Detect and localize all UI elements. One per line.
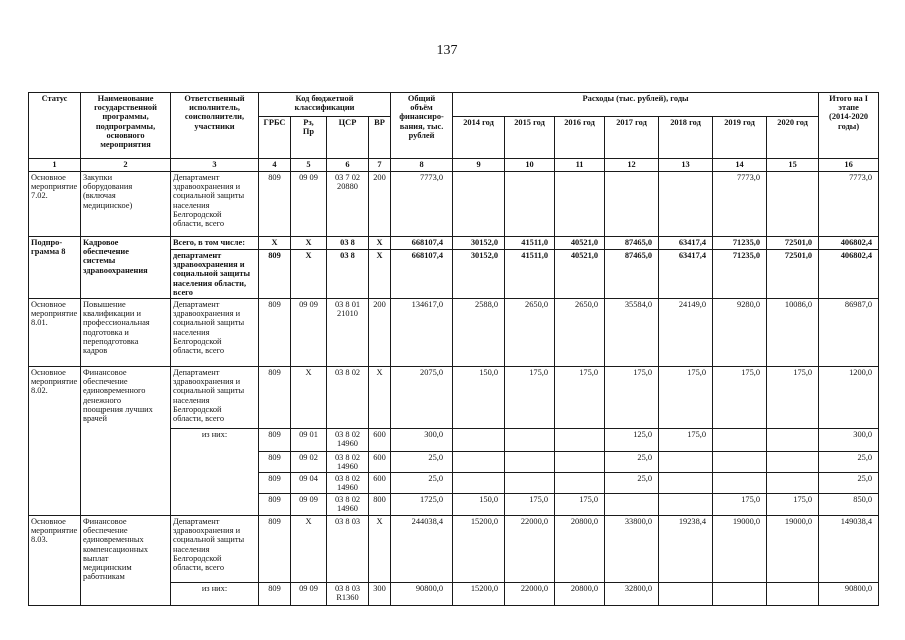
stage-total-cell: 406802,4	[819, 250, 879, 299]
column-number: 11	[555, 159, 605, 172]
column-number: 1	[29, 159, 81, 172]
program-name-cell: Финансовое обеспечение единовременного денежного поощрения лучших врачей	[81, 367, 171, 516]
executor-cell: Департамент здравоохранения и социальной защиты населения Белгородской области, всего	[171, 367, 259, 429]
grbs-cell: 809	[259, 299, 291, 367]
year-2018-cell	[659, 494, 713, 516]
year-2014-cell: 150,0	[453, 367, 505, 429]
year-2017-cell	[605, 494, 659, 516]
year-2017-cell: 87465,0	[605, 250, 659, 299]
vr-cell: 200	[369, 299, 391, 367]
year-2020-cell: 72501,0	[767, 237, 819, 250]
vr-cell: Х	[369, 250, 391, 299]
header-vr: ВР	[369, 117, 391, 159]
year-2016-cell	[555, 473, 605, 494]
total-funding-cell: 7773,0	[391, 172, 453, 237]
column-number: 3	[171, 159, 259, 172]
column-number: 7	[369, 159, 391, 172]
rz-pr-cell: 09 09	[291, 299, 327, 367]
vr-cell: 800	[369, 494, 391, 516]
header-expenses: Расходы (тыс. рублей), годы	[453, 93, 819, 117]
year-2018-cell: 175,0	[659, 367, 713, 429]
budget-table	[28, 92, 879, 606]
header-year-2018: 2018 год	[659, 117, 713, 159]
grbs-cell: 809	[259, 452, 291, 473]
total-funding-cell: 244038,4	[391, 516, 453, 583]
header-row	[29, 93, 879, 117]
rz-pr-cell: 09 01	[291, 429, 327, 452]
year-2020-cell: 10086,0	[767, 299, 819, 367]
year-2018-cell	[659, 583, 713, 606]
year-2019-cell: 9280,0	[713, 299, 767, 367]
year-2015-cell: 2650,0	[505, 299, 555, 367]
header-year-2020: 2020 год	[767, 117, 819, 159]
header-year-2014: 2014 год	[453, 117, 505, 159]
header-stage-total: Итого на I этапе (2014-2020 годы)	[819, 93, 879, 159]
year-2016-cell: 2650,0	[555, 299, 605, 367]
year-2014-cell	[453, 473, 505, 494]
year-2015-cell: 22000,0	[505, 583, 555, 606]
header-year-2017: 2017 год	[605, 117, 659, 159]
year-2014-cell: 150,0	[453, 494, 505, 516]
year-2015-cell	[505, 452, 555, 473]
stage-total-cell: 7773,0	[819, 172, 879, 237]
stage-total-cell: 86987,0	[819, 299, 879, 367]
year-2018-cell	[659, 473, 713, 494]
year-2018-cell: 19238,4	[659, 516, 713, 583]
grbs-cell: 809	[259, 429, 291, 452]
vr-cell: Х	[369, 237, 391, 250]
year-2020-cell: 72501,0	[767, 250, 819, 299]
year-2020-cell	[767, 583, 819, 606]
year-2015-cell	[505, 429, 555, 452]
executor-cell: из них:	[171, 583, 259, 606]
year-2015-cell: 41511,0	[505, 250, 555, 299]
total-funding-cell: 90800,0	[391, 583, 453, 606]
year-2017-cell: 25,0	[605, 473, 659, 494]
total-funding-cell: 300,0	[391, 429, 453, 452]
header-rz-pr: Рз, Пр	[291, 117, 327, 159]
total-funding-cell: 668107,4	[391, 237, 453, 250]
executor-cell: Департамент здравоохранения и социальной защиты населения Белгородской области, всего	[171, 299, 259, 367]
year-2019-cell: 71235,0	[713, 237, 767, 250]
status-cell: Основное мероприятие 8.01.	[29, 299, 81, 367]
stage-total-cell: 1200,0	[819, 367, 879, 429]
grbs-cell: 809	[259, 172, 291, 237]
year-2019-cell: 71235,0	[713, 250, 767, 299]
rz-pr-cell: Х	[291, 516, 327, 583]
csr-cell: 03 8 02 14960	[327, 494, 369, 516]
table-row	[29, 299, 879, 367]
header-year-2019: 2019 год	[713, 117, 767, 159]
column-number: 4	[259, 159, 291, 172]
csr-cell: 03 8 02 14960	[327, 429, 369, 452]
year-2015-cell: 22000,0	[505, 516, 555, 583]
rz-pr-cell: 09 09	[291, 172, 327, 237]
column-number: 2	[81, 159, 171, 172]
year-2014-cell: 2588,0	[453, 299, 505, 367]
header-program-name: Наименование государственной программы, подпрограммы, основного мероприятия	[81, 93, 171, 159]
csr-cell: 03 8 02	[327, 367, 369, 429]
csr-cell: 03 8	[327, 237, 369, 250]
year-2019-cell	[713, 452, 767, 473]
table-row	[29, 516, 879, 583]
column-number: 9	[453, 159, 505, 172]
column-number-row	[29, 159, 879, 172]
year-2016-cell: 175,0	[555, 367, 605, 429]
year-2014-cell: 15200,0	[453, 583, 505, 606]
year-2020-cell	[767, 172, 819, 237]
csr-cell: 03 8 02 14960	[327, 452, 369, 473]
header-csr: ЦСР	[327, 117, 369, 159]
year-2019-cell	[713, 583, 767, 606]
rz-pr-cell: Х	[291, 367, 327, 429]
header-budget-code: Код бюджетной классификации	[259, 93, 391, 117]
year-2018-cell	[659, 172, 713, 237]
stage-total-cell: 300,0	[819, 429, 879, 452]
year-2019-cell: 175,0	[713, 494, 767, 516]
program-name-cell: Закупки оборудования (включая медицинское)	[81, 172, 171, 237]
year-2014-cell: 30152,0	[453, 237, 505, 250]
stage-total-cell: 25,0	[819, 452, 879, 473]
year-2015-cell	[505, 172, 555, 237]
year-2014-cell: 30152,0	[453, 250, 505, 299]
vr-cell: 300	[369, 583, 391, 606]
csr-cell: 03 8	[327, 250, 369, 299]
year-2018-cell: 63417,4	[659, 250, 713, 299]
csr-cell: 03 8 03	[327, 516, 369, 583]
grbs-cell: 809	[259, 367, 291, 429]
header-total-funding: Общий объём финансиро- вания, тыс. рублей	[391, 93, 453, 159]
stage-total-cell: 149038,4	[819, 516, 879, 583]
year-2016-cell: 175,0	[555, 494, 605, 516]
year-2015-cell: 175,0	[505, 494, 555, 516]
year-2016-cell: 40521,0	[555, 237, 605, 250]
rz-pr-cell: 09 02	[291, 452, 327, 473]
executor-cell: Департамент здравоохранения и социальной защиты населения Белгородской области, всего	[171, 516, 259, 583]
column-number: 5	[291, 159, 327, 172]
year-2019-cell: 175,0	[713, 367, 767, 429]
year-2020-cell	[767, 452, 819, 473]
total-funding-cell: 25,0	[391, 473, 453, 494]
vr-cell: 600	[369, 473, 391, 494]
stage-total-cell: 90800,0	[819, 583, 879, 606]
vr-cell: 600	[369, 452, 391, 473]
vr-cell: 200	[369, 172, 391, 237]
year-2017-cell	[605, 172, 659, 237]
vr-cell: Х	[369, 367, 391, 429]
year-2017-cell: 25,0	[605, 452, 659, 473]
stage-total-cell: 25,0	[819, 473, 879, 494]
year-2019-cell	[713, 473, 767, 494]
year-2020-cell: 175,0	[767, 367, 819, 429]
executor-cell: Департамент здравоохранения и социальной защиты населения Белгородской области, всего	[171, 172, 259, 237]
grbs-cell: 809	[259, 516, 291, 583]
column-number: 10	[505, 159, 555, 172]
grbs-cell: Х	[259, 237, 291, 250]
year-2019-cell: 7773,0	[713, 172, 767, 237]
stage-total-cell: 850,0	[819, 494, 879, 516]
csr-cell: 03 7 02 20880	[327, 172, 369, 237]
year-2017-cell: 175,0	[605, 367, 659, 429]
year-2018-cell: 63417,4	[659, 237, 713, 250]
year-2018-cell: 24149,0	[659, 299, 713, 367]
csr-cell: 03 8 02 14960	[327, 473, 369, 494]
column-number: 16	[819, 159, 879, 172]
program-name-cell: Кадровое обеспечение системы здравоохранения	[81, 237, 171, 299]
rz-pr-cell: Х	[291, 250, 327, 299]
executor-cell: из них:	[171, 429, 259, 516]
header-year-2016: 2016 год	[555, 117, 605, 159]
year-2020-cell	[767, 473, 819, 494]
rz-pr-cell: 09 09	[291, 494, 327, 516]
year-2018-cell: 175,0	[659, 429, 713, 452]
executor-cell: Всего, в том числе:	[171, 237, 259, 250]
rz-pr-cell: 09 04	[291, 473, 327, 494]
table-row	[29, 172, 879, 237]
page-number: 137	[436, 43, 458, 58]
program-name-cell: Повышение квалификации и профессиональная подготовка и переподготовка кадров	[81, 299, 171, 367]
year-2014-cell: 15200,0	[453, 516, 505, 583]
year-2017-cell: 125,0	[605, 429, 659, 452]
year-2014-cell	[453, 452, 505, 473]
header-status: Статус	[29, 93, 81, 159]
rz-pr-cell: Х	[291, 237, 327, 250]
header-grbs: ГРБС	[259, 117, 291, 159]
column-number: 13	[659, 159, 713, 172]
grbs-cell: 809	[259, 583, 291, 606]
year-2015-cell: 41511,0	[505, 237, 555, 250]
status-cell: Основное мероприятие 7.02.	[29, 172, 81, 237]
year-2017-cell: 35584,0	[605, 299, 659, 367]
grbs-cell: 809	[259, 473, 291, 494]
year-2016-cell	[555, 429, 605, 452]
vr-cell: 600	[369, 429, 391, 452]
year-2016-cell: 20800,0	[555, 516, 605, 583]
table-row	[29, 367, 879, 429]
status-cell: Подпро- грамма 8	[29, 237, 81, 299]
status-cell: Основное мероприятие 8.02.	[29, 367, 81, 516]
year-2015-cell	[505, 473, 555, 494]
csr-cell: 03 8 03 R1360	[327, 583, 369, 606]
year-2014-cell	[453, 429, 505, 452]
year-2017-cell: 87465,0	[605, 237, 659, 250]
year-2015-cell: 175,0	[505, 367, 555, 429]
year-2019-cell	[713, 429, 767, 452]
header-executor: Ответственный исполнитель, соисполнители, участники	[171, 93, 259, 159]
year-2016-cell	[555, 452, 605, 473]
table-row	[29, 237, 879, 250]
year-2014-cell	[453, 172, 505, 237]
rz-pr-cell: 09 09	[291, 583, 327, 606]
year-2017-cell: 32800,0	[605, 583, 659, 606]
column-number: 8	[391, 159, 453, 172]
column-number: 15	[767, 159, 819, 172]
total-funding-cell: 1725,0	[391, 494, 453, 516]
total-funding-cell: 25,0	[391, 452, 453, 473]
column-number: 12	[605, 159, 659, 172]
grbs-cell: 809	[259, 494, 291, 516]
program-name-cell: Финансовое обеспечение единовременных компенсационных выплат медицинским работникам	[81, 516, 171, 606]
csr-cell: 03 8 01 21010	[327, 299, 369, 367]
year-2020-cell: 175,0	[767, 494, 819, 516]
grbs-cell: 809	[259, 250, 291, 299]
year-2020-cell	[767, 429, 819, 452]
executor-cell: департамент здравоохранения и социальной защиты населения области, всего	[171, 250, 259, 299]
vr-cell: Х	[369, 516, 391, 583]
year-2016-cell	[555, 172, 605, 237]
year-2018-cell	[659, 452, 713, 473]
stage-total-cell: 406802,4	[819, 237, 879, 250]
year-2016-cell: 20800,0	[555, 583, 605, 606]
year-2016-cell: 40521,0	[555, 250, 605, 299]
total-funding-cell: 668107,4	[391, 250, 453, 299]
status-cell: Основное мероприятие 8.03.	[29, 516, 81, 606]
column-number: 14	[713, 159, 767, 172]
total-funding-cell: 134617,0	[391, 299, 453, 367]
column-number: 6	[327, 159, 369, 172]
total-funding-cell: 2075,0	[391, 367, 453, 429]
year-2020-cell: 19000,0	[767, 516, 819, 583]
header-year-2015: 2015 год	[505, 117, 555, 159]
year-2017-cell: 33800,0	[605, 516, 659, 583]
year-2019-cell: 19000,0	[713, 516, 767, 583]
